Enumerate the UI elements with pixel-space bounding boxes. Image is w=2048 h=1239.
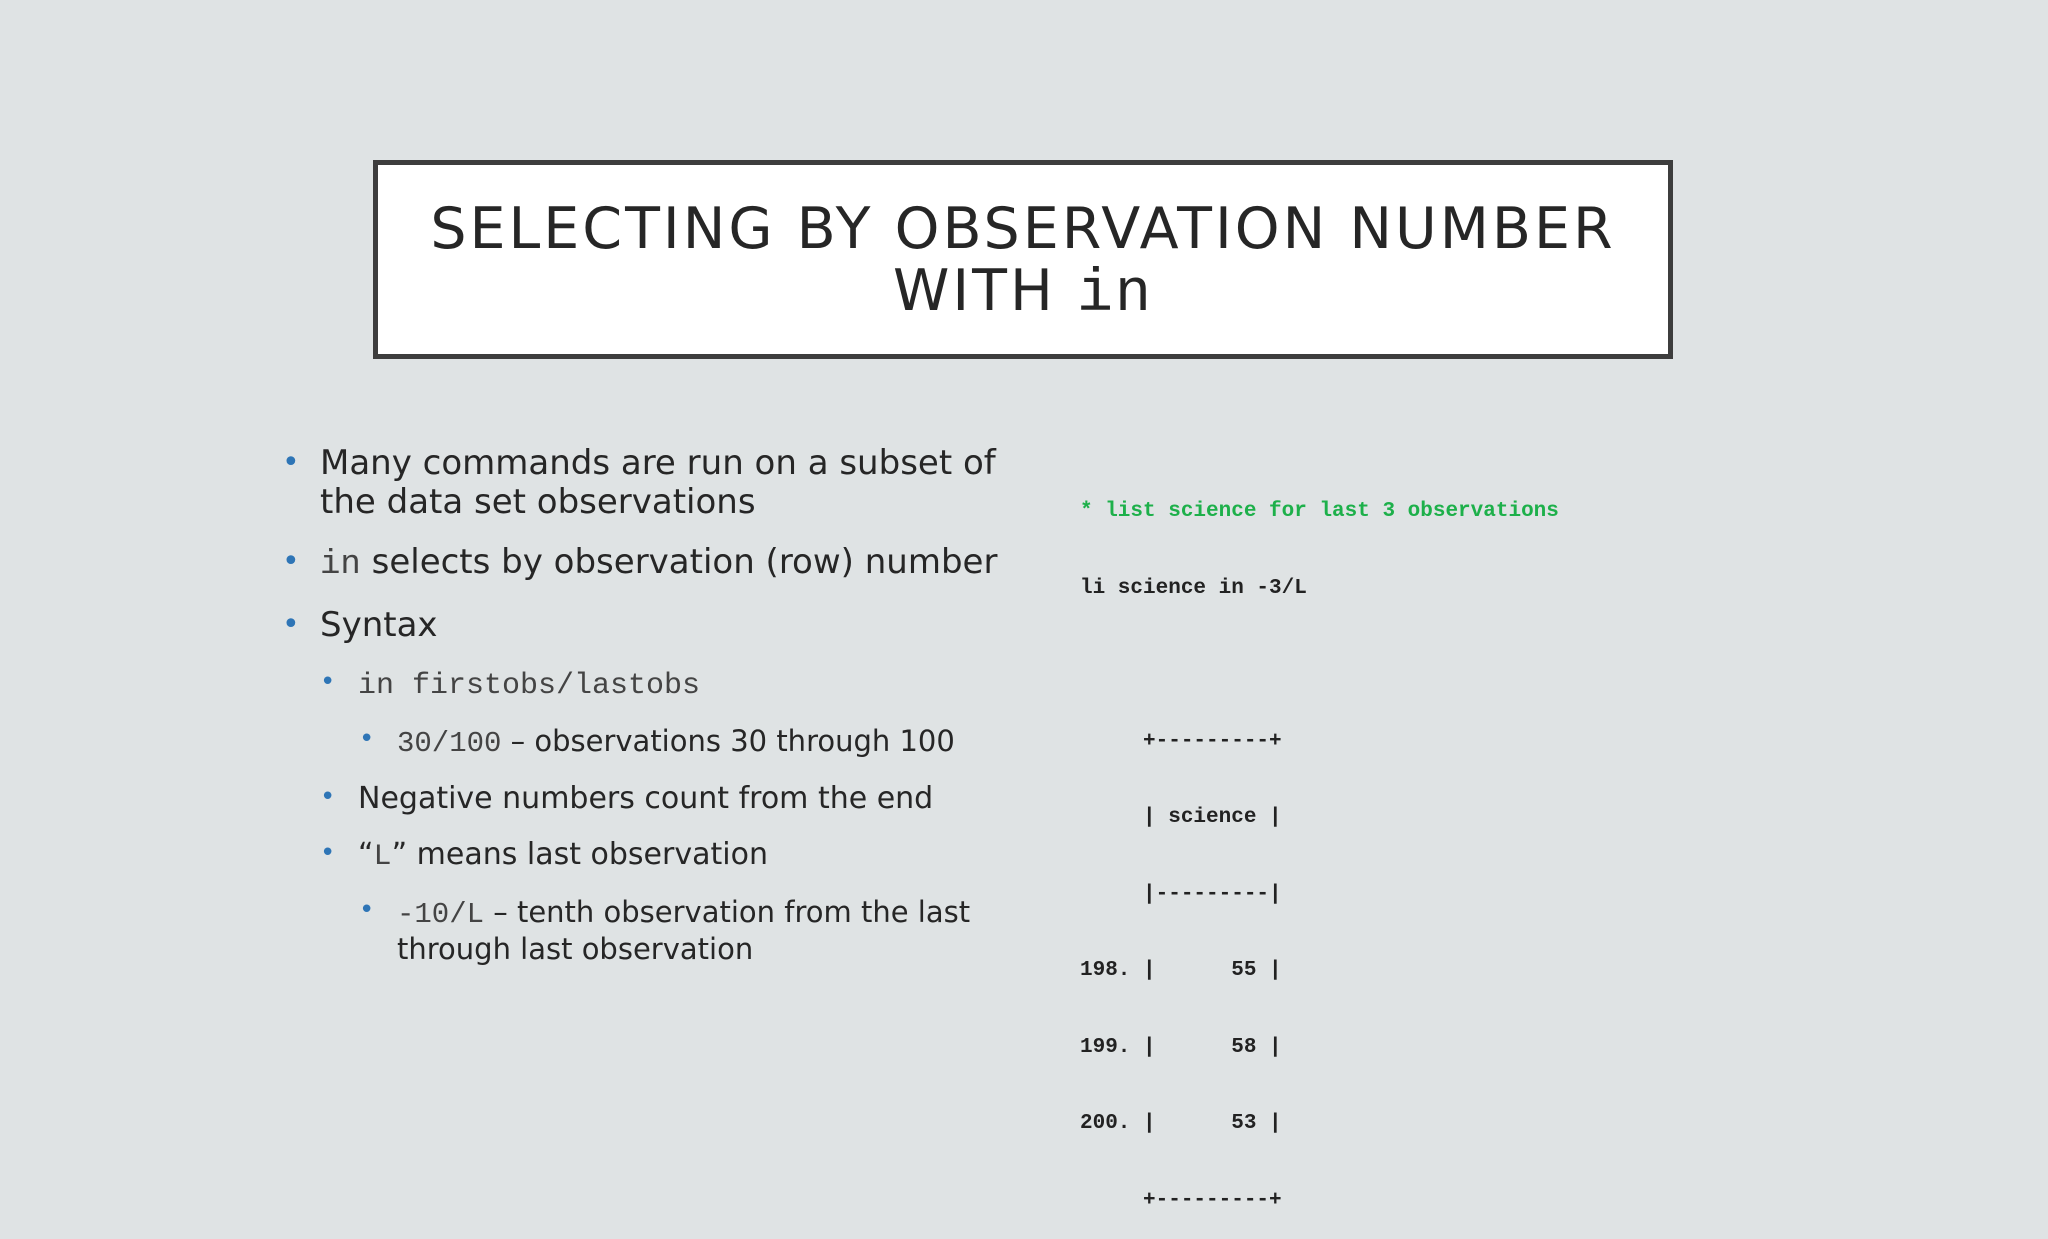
bullet-dot-icon: • [282, 445, 300, 480]
title-line-2-code: in [1076, 260, 1153, 329]
bullet-code: L [373, 840, 392, 874]
bullet-dot-icon: • [320, 667, 336, 697]
sub-bullet-item [270, 781, 1050, 817]
bullet-list [270, 444, 1050, 987]
code-comment: * list science for last 3 observations [1080, 500, 1559, 523]
bullet-text: ” means last observation [391, 837, 768, 872]
bullet-dot-icon: • [282, 607, 300, 642]
bullet-text: selects by observation (row) number [360, 542, 998, 582]
sub-sub-bullet-item [270, 895, 1050, 967]
bullet-text: – observations 30 through 100 [501, 724, 955, 758]
bullet-text: – tenth observation from the last through last observation [397, 895, 971, 966]
bullet-item [270, 543, 1050, 585]
output-table-border-bottom: +---------+ [1080, 1188, 1282, 1212]
bullet-item [270, 606, 1050, 645]
title-line-2-text: WITH [893, 257, 1077, 324]
output-table-separator: |---------| [1080, 882, 1282, 906]
bullet-code: -10/L [397, 898, 485, 931]
output-table-row: 199. | 58 | [1080, 1035, 1282, 1059]
bullet-text: “ [358, 837, 374, 872]
bullet-text: Negative numbers count from the end [358, 781, 934, 816]
bullet-text: Many commands are run on a subset of the data set observations [320, 443, 996, 522]
sub-bullet-item [270, 666, 1050, 704]
output-table-row: 200. | 53 | [1080, 1112, 1282, 1135]
title-line-1: SELECTING BY OBSERVATION NUMBER [430, 195, 1616, 262]
code-command: li science in -3/L [1080, 576, 1307, 600]
output-table-header: | science | [1080, 806, 1282, 829]
sub-bullet-item [270, 837, 1050, 875]
bullet-text: Syntax [320, 605, 438, 645]
bullet-item [270, 444, 1050, 522]
bullet-dot-icon: • [359, 895, 375, 925]
bullet-code: 30/100 [397, 727, 502, 760]
sub-sub-bullet-item [270, 724, 1050, 761]
bullet-dot-icon: • [320, 782, 336, 812]
output-table-row: 198. | 55 | [1080, 959, 1282, 982]
bullet-code: in [320, 546, 361, 584]
bullet-dot-icon: • [282, 544, 300, 579]
bullet-dot-icon: • [359, 724, 375, 754]
slide-title [430, 195, 1616, 329]
stata-code-output [1080, 448, 1559, 1239]
output-table-border-top: +---------+ [1080, 729, 1282, 753]
slide-title-box [373, 160, 1673, 359]
bullet-dot-icon: • [320, 838, 336, 868]
bullet-code: in firstobs/lastobs [358, 669, 701, 703]
code-blank-line [1080, 652, 1559, 678]
